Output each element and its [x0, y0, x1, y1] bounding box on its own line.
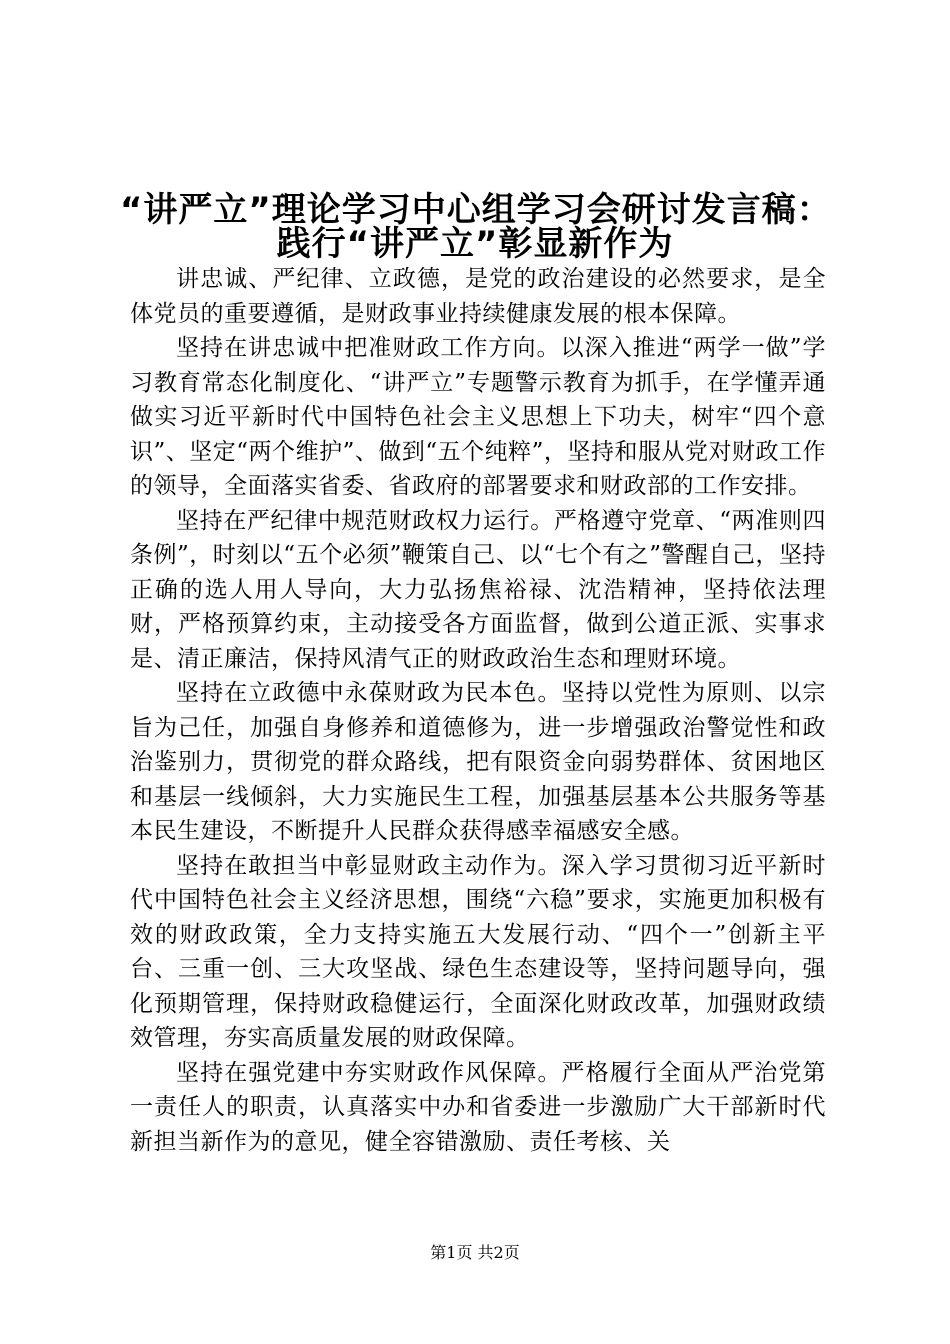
paragraph-responsibility: 坚持在敢担当中彰显财政主动作为。深入学习贯彻习近平新时代中国特色社会主义经济思想，围绕“六稳”要求，实施更加积极有效的财政政策，全力支持实施五大发展行动、“四个一”创新主平台、三重一创、三大攻坚战、绿色生态建设等，坚持问题导向，强化预期管理，保持财政稳健运行，全面深化财政改革，加强财政绩效管理，夯实高质量发展的财政保障。: [130, 852, 826, 1051]
page-number-footer: 第1页 共2页: [430, 1243, 520, 1262]
paragraph-ethics: 坚持在立政德中永葆财政为民本色。坚持以党性为原则、以宗旨为己任，加强自身修养和道德修为，进一步增强政治警觉性和政治鉴别力，贯彻党的群众路线，把有限资金向弱势群体、贫困地区和基层一线倾斜，大力实施民生工程，加强基层基本公共服务等基本民生建设，不断提升人民群众获得感幸福感安全感。: [130, 680, 826, 844]
document-title-line-1: “讲严立”理论学习中心组学习会研讨发言稿：: [120, 190, 832, 230]
paragraph-intro: 讲忠诚、严纪律、立政德，是党的政治建设的必然要求，是全体党员的重要遵循，是财政事业持续健康发展的根本保障。: [130, 266, 826, 327]
document-title-line-2: 践行“讲严立”彰显新作为: [276, 224, 674, 264]
document-body: [130, 262, 826, 1159]
paragraph-discipline: 坚持在严纪律中规范财政权力运行。严格遵守党章、“两准则四条例”，时刻以“五个必须”鞭策自己、以“七个有之”警醒自己，坚持正确的选人用人导向，大力弘扬焦裕禄、沈浩精神，坚持依法理财，严格预算约束，主动接受各方面监督，做到公道正派、实事求是、清正廉洁，保持风清气正的财政政治生态和理财环境。: [130, 507, 826, 672]
paragraph-party-building: 坚持在强党建中夯实财政作风保障。严格履行全面从严治党第一责任人的职责，认真落实中办和省委进一步激励广大干部新时代新担当新作为的意见，健全容错激励、责任考核、关: [130, 1059, 826, 1155]
paragraph-loyalty: 坚持在讲忠诚中把准财政工作方向。以深入推进“两学一做”学习教育常态化制度化、“讲严立”专题警示教育为抓手，在学懂弄通做实习近平新时代中国特色社会主义思想上下功夫，树牢“四个意识”、坚定“两个维护”、做到“五个纯粹”，坚持和服从党对财政工作的领导，全面落实省委、省政府的部署要求和财政部的工作安排。: [130, 335, 826, 499]
